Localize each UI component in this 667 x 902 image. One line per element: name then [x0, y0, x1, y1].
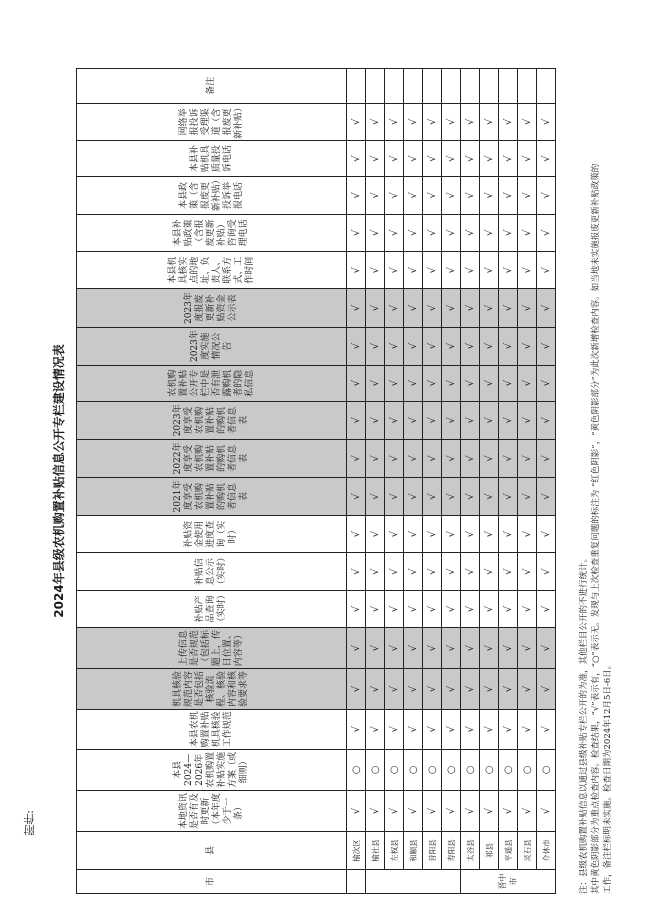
col-info-publicity: 补贴信息公示（实时） — [77, 553, 347, 590]
check-cell: √ — [518, 669, 537, 710]
check-cell: √ — [366, 252, 385, 289]
check-cell: √ — [518, 628, 537, 669]
check-cell: √ — [537, 177, 556, 214]
remarks-cell — [385, 69, 404, 104]
check-cell: √ — [347, 177, 366, 214]
check-cell: √ — [404, 327, 423, 365]
check-cell: √ — [537, 365, 556, 401]
check-cell: √ — [499, 791, 518, 832]
remarks-cell — [518, 69, 537, 104]
footnote-line: 注：县级农机购置补贴信息以通过县级补贴专栏公开的为准，其他栏目公开的不进行统计。 — [579, 553, 589, 894]
check-cell: √ — [423, 516, 442, 553]
remarks-cell — [366, 69, 385, 104]
check-cell: √ — [518, 289, 537, 327]
county-cell: 介休市 — [537, 832, 556, 870]
check-cell: √ — [537, 327, 556, 365]
check-cell: √ — [442, 252, 461, 289]
check-cell: √ — [404, 177, 423, 214]
check-cell: √ — [518, 791, 537, 832]
check-cell: √ — [518, 103, 537, 140]
check-cell: √ — [404, 289, 423, 327]
check-cell: √ — [404, 439, 423, 477]
check-cell: √ — [385, 669, 404, 710]
check-cell: √ — [423, 669, 442, 710]
check-cell: √ — [518, 365, 537, 401]
check-cell: √ — [480, 709, 499, 749]
check-cell: √ — [499, 516, 518, 553]
check-cell: √ — [499, 289, 518, 327]
check-cell: √ — [480, 252, 499, 289]
check-cell: √ — [442, 103, 461, 140]
check-cell: √ — [480, 439, 499, 477]
check-cell: √ — [347, 709, 366, 749]
check-cell: √ — [442, 214, 461, 251]
city-cell — [366, 869, 461, 893]
document-title: 2024年县级农机购置补贴信息公开专栏建设情况表 — [52, 344, 66, 618]
check-cell: √ — [518, 709, 537, 749]
check-cell: √ — [461, 141, 480, 177]
check-cell: √ — [480, 669, 499, 710]
check-cell: √ — [480, 103, 499, 140]
check-cell: √ — [499, 214, 518, 251]
county-cell: 左权县 — [385, 832, 404, 870]
check-cell: √ — [423, 103, 442, 140]
check-cell: √ — [518, 553, 537, 590]
table-row — [423, 69, 442, 894]
check-cell: √ — [499, 365, 518, 401]
attachment-label: 附件: — [23, 810, 36, 836]
check-cell: √ — [347, 590, 366, 627]
check-cell: √ — [499, 590, 518, 627]
check-cell: √ — [461, 791, 480, 832]
check-cell: √ — [366, 401, 385, 439]
check-cell: √ — [518, 477, 537, 515]
check-cell: √ — [385, 177, 404, 214]
check-cell: √ — [385, 289, 404, 327]
check-cell: √ — [537, 439, 556, 477]
check-cell: √ — [423, 590, 442, 627]
check-cell: √ — [480, 516, 499, 553]
check-cell: √ — [423, 365, 442, 401]
remarks-cell — [461, 69, 480, 104]
check-cell: √ — [347, 628, 366, 669]
check-cell: √ — [537, 669, 556, 710]
col-privacy-leak: 农机购置补贴公开专栏中是否有泄露购机者的隐私信息 — [77, 365, 347, 401]
check-cell: √ — [461, 214, 480, 251]
check-cell: √ — [461, 477, 480, 515]
check-cell: √ — [480, 401, 499, 439]
col-implementation-plan: 本县2024—2026年农机购置补贴实施方案（或细则） — [77, 749, 347, 791]
check-cell: √ — [385, 553, 404, 590]
check-cell: √ — [442, 791, 461, 832]
table-row — [499, 69, 518, 894]
check-cell: √ — [404, 791, 423, 832]
check-cell: √ — [366, 141, 385, 177]
check-cell: √ — [461, 252, 480, 289]
check-cell: √ — [366, 669, 385, 710]
check-cell: √ — [423, 628, 442, 669]
col-buyers-2023: 2023年度享受农机购置补贴的购机者信息表 — [77, 401, 347, 439]
check-cell: √ — [518, 252, 537, 289]
check-cell: √ — [385, 103, 404, 140]
check-cell: √ — [366, 177, 385, 214]
check-cell: √ — [347, 477, 366, 515]
check-cell: √ — [423, 791, 442, 832]
check-cell: √ — [385, 709, 404, 749]
check-cell: √ — [442, 365, 461, 401]
remarks-cell — [347, 69, 366, 104]
check-cell: √ — [518, 439, 537, 477]
check-cell: √ — [347, 289, 366, 327]
county-cell: 榆社县 — [366, 832, 385, 870]
check-cell: √ — [537, 516, 556, 553]
col-verification-spec: 本县农机购置补贴机具核验工作规范 — [77, 709, 347, 749]
check-cell: √ — [347, 365, 366, 401]
check-cell: √ — [518, 516, 537, 553]
check-cell: √ — [423, 252, 442, 289]
check-cell: √ — [347, 401, 366, 439]
check-cell: √ — [404, 401, 423, 439]
col-scrap-renewal-fund-2023: 2023年度报废更新补贴资金公示表 — [77, 289, 347, 327]
check-cell: √ — [442, 401, 461, 439]
footnote-line: 其中黄色阴影部分为重点检查内容。检查结果，“√”表示有，“○”表示无。发现与上次检查重复问题的标注为 “红色阴影”，“黄色阴影部分”为此次新增检查内容。如当地未实施报废更新补贴政策的 — [591, 163, 601, 894]
check-cell: √ — [347, 516, 366, 553]
table-row — [404, 69, 423, 894]
check-cell: √ — [385, 141, 404, 177]
check-cell: √ — [404, 365, 423, 401]
remarks-cell — [423, 69, 442, 104]
check-cell: √ — [404, 141, 423, 177]
check-cell: √ — [461, 365, 480, 401]
check-cell: √ — [347, 669, 366, 710]
check-cell: √ — [461, 439, 480, 477]
check-cell: √ — [347, 439, 366, 477]
check-cell: √ — [347, 553, 366, 590]
check-cell: √ — [461, 553, 480, 590]
check-cell: √ — [404, 252, 423, 289]
check-cell: √ — [442, 553, 461, 590]
check-cell: √ — [537, 401, 556, 439]
check-cell: √ — [366, 516, 385, 553]
county-cell: 太谷县 — [461, 832, 480, 870]
check-cell: √ — [537, 628, 556, 669]
check-cell: √ — [480, 365, 499, 401]
table-row — [442, 69, 461, 894]
check-cell: √ — [385, 365, 404, 401]
check-cell: √ — [480, 553, 499, 590]
check-cell: √ — [366, 439, 385, 477]
footnotes — [578, 68, 614, 894]
check-cell: √ — [499, 401, 518, 439]
header-row — [77, 69, 347, 894]
check-cell: √ — [423, 177, 442, 214]
check-cell: √ — [537, 553, 556, 590]
check-cell: √ — [423, 709, 442, 749]
check-cell: √ — [423, 141, 442, 177]
remarks-cell — [537, 69, 556, 104]
col-remarks: 备注 — [77, 69, 347, 104]
remarks-cell — [480, 69, 499, 104]
table-row — [366, 69, 385, 894]
col-news-updated: 本地资讯是否有及时更新（本年度少于一条） — [77, 791, 347, 832]
check-cell: √ — [537, 477, 556, 515]
check-cell: √ — [366, 590, 385, 627]
check-cell: √ — [499, 553, 518, 590]
check-cell: √ — [385, 590, 404, 627]
check-cell: √ — [537, 791, 556, 832]
check-cell: √ — [366, 327, 385, 365]
city-cell — [347, 869, 366, 893]
check-cell: √ — [366, 103, 385, 140]
check-cell: √ — [537, 289, 556, 327]
county-cell: 祁县 — [480, 832, 499, 870]
check-cell: √ — [442, 289, 461, 327]
col-upload-standard: 上传信息是否规范（包括标题上，传日位置、内容等） — [77, 628, 347, 669]
check-cell: √ — [385, 439, 404, 477]
table-row — [461, 69, 480, 894]
check-cell: √ — [442, 516, 461, 553]
col-verification-points: 本县机具核实点的地址、负责人、联系方式、工作时间 — [77, 252, 347, 289]
check-cell: ○ — [442, 749, 461, 791]
check-cell: √ — [423, 439, 442, 477]
col-quality-complaint-phone: 本县补贴机具质量投诉电话 — [77, 141, 347, 177]
check-cell: √ — [385, 401, 404, 439]
check-cell: √ — [404, 590, 423, 627]
check-cell: √ — [385, 327, 404, 365]
check-cell: √ — [499, 327, 518, 365]
county-cell: 昔阳县 — [423, 832, 442, 870]
check-cell: √ — [461, 709, 480, 749]
check-cell: ○ — [366, 749, 385, 791]
check-cell: √ — [442, 628, 461, 669]
county-cell: 和顺县 — [404, 832, 423, 870]
col-product-query: 补贴产品查询（实时） — [77, 590, 347, 627]
check-cell: ○ — [404, 749, 423, 791]
check-cell: √ — [366, 365, 385, 401]
checklist-table — [76, 68, 556, 894]
check-cell: ○ — [518, 749, 537, 791]
col-implementation-notice-2023: 2023年度实施情况公告 — [77, 327, 347, 365]
check-cell: √ — [366, 553, 385, 590]
footnote-line: 工作，备注栏标明未实施。检查日期为2024年12月5日-6日。 — [603, 660, 613, 894]
check-cell: √ — [461, 628, 480, 669]
check-cell: √ — [366, 791, 385, 832]
check-cell: √ — [404, 214, 423, 251]
check-cell: √ — [480, 177, 499, 214]
check-cell: √ — [518, 590, 537, 627]
check-cell: √ — [385, 791, 404, 832]
check-cell: √ — [461, 103, 480, 140]
check-cell: ○ — [499, 749, 518, 791]
check-cell: √ — [537, 252, 556, 289]
col-online-report-channel: 网络举报投诉受理渠道（含报废更新补贴） — [77, 103, 347, 140]
table-row — [537, 69, 556, 894]
check-cell: √ — [480, 141, 499, 177]
col-city: 市 — [77, 869, 347, 893]
check-cell: √ — [442, 439, 461, 477]
check-cell: √ — [518, 214, 537, 251]
check-cell: √ — [347, 791, 366, 832]
check-cell: √ — [366, 289, 385, 327]
col-buyers-2021: 2021年度享受农机购置补贴的购机者信息表 — [77, 477, 347, 515]
check-cell: √ — [442, 669, 461, 710]
check-cell: √ — [499, 669, 518, 710]
check-cell: √ — [442, 327, 461, 365]
check-cell: √ — [404, 628, 423, 669]
remarks-cell — [442, 69, 461, 104]
check-cell: √ — [518, 327, 537, 365]
check-cell: √ — [461, 401, 480, 439]
rotated-sheet — [40, 68, 652, 894]
check-cell: √ — [423, 327, 442, 365]
check-cell: √ — [499, 477, 518, 515]
check-cell: √ — [537, 141, 556, 177]
check-cell: √ — [461, 327, 480, 365]
check-cell: √ — [537, 590, 556, 627]
check-cell: √ — [423, 401, 442, 439]
check-cell: √ — [385, 516, 404, 553]
check-cell: √ — [347, 141, 366, 177]
check-cell: √ — [404, 553, 423, 590]
table-row — [480, 69, 499, 894]
check-cell: √ — [499, 103, 518, 140]
check-cell: √ — [347, 103, 366, 140]
check-cell: √ — [423, 289, 442, 327]
check-cell: √ — [366, 709, 385, 749]
check-cell: ○ — [480, 749, 499, 791]
col-verification-content: 机具核验规范内容是否包括核验流程、核验内容和核验要求等 — [77, 669, 347, 710]
check-cell: ○ — [347, 749, 366, 791]
check-cell: √ — [461, 289, 480, 327]
check-cell: √ — [404, 477, 423, 515]
county-cell: 平遥县 — [499, 832, 518, 870]
check-cell: √ — [499, 141, 518, 177]
col-consult-phone: 本县补贴政策（含报废更新补贴）咨询受理电话 — [77, 214, 347, 251]
check-cell: √ — [499, 252, 518, 289]
check-cell: √ — [461, 516, 480, 553]
check-cell: √ — [537, 709, 556, 749]
check-cell: √ — [480, 590, 499, 627]
check-cell: √ — [537, 103, 556, 140]
check-cell: √ — [366, 214, 385, 251]
check-cell: √ — [366, 628, 385, 669]
check-cell: ○ — [423, 749, 442, 791]
check-cell: √ — [518, 141, 537, 177]
check-cell: √ — [518, 401, 537, 439]
check-cell: √ — [347, 252, 366, 289]
check-cell: √ — [518, 177, 537, 214]
remarks-cell — [499, 69, 518, 104]
check-cell: √ — [480, 327, 499, 365]
check-cell: ○ — [461, 749, 480, 791]
check-cell: √ — [366, 477, 385, 515]
col-fund-progress: 补贴资金使用进度查询（实时） — [77, 516, 347, 553]
check-cell: √ — [385, 628, 404, 669]
check-cell: √ — [385, 252, 404, 289]
check-cell: √ — [442, 477, 461, 515]
check-cell: √ — [499, 177, 518, 214]
check-cell: √ — [537, 214, 556, 251]
check-cell: √ — [461, 177, 480, 214]
check-cell: √ — [499, 628, 518, 669]
check-cell: ○ — [385, 749, 404, 791]
check-cell: √ — [423, 553, 442, 590]
check-cell: √ — [423, 477, 442, 515]
city-cell: 晋中市 — [461, 869, 556, 893]
county-cell: 寿阳县 — [442, 832, 461, 870]
col-county: 县 — [77, 832, 347, 870]
table-row — [385, 69, 404, 894]
check-cell: √ — [404, 516, 423, 553]
check-cell: √ — [404, 709, 423, 749]
check-cell: √ — [480, 214, 499, 251]
check-cell: √ — [480, 791, 499, 832]
check-cell: √ — [480, 477, 499, 515]
check-cell: √ — [385, 214, 404, 251]
check-cell: √ — [461, 669, 480, 710]
check-cell: √ — [347, 327, 366, 365]
remarks-cell — [404, 69, 423, 104]
check-cell: √ — [499, 439, 518, 477]
check-cell: √ — [499, 709, 518, 749]
county-cell: 灵石县 — [518, 832, 537, 870]
check-cell: √ — [385, 477, 404, 515]
check-cell: √ — [404, 669, 423, 710]
check-cell: √ — [480, 628, 499, 669]
check-cell: √ — [442, 590, 461, 627]
check-cell: √ — [480, 289, 499, 327]
check-cell: √ — [347, 214, 366, 251]
check-cell: √ — [442, 709, 461, 749]
check-cell: √ — [461, 590, 480, 627]
table-row — [518, 69, 537, 894]
check-cell: √ — [442, 177, 461, 214]
check-cell: √ — [442, 141, 461, 177]
check-cell: √ — [404, 103, 423, 140]
col-complaint-phone: 本县政策（含报废更新补贴）投诉举报电话 — [77, 177, 347, 214]
county-cell: 榆次区 — [347, 832, 366, 870]
check-cell: √ — [423, 214, 442, 251]
check-cell: ○ — [537, 749, 556, 791]
col-buyers-2022: 2022年度享受农机购置补贴的购机者信息表 — [77, 439, 347, 477]
table-row — [347, 69, 366, 894]
